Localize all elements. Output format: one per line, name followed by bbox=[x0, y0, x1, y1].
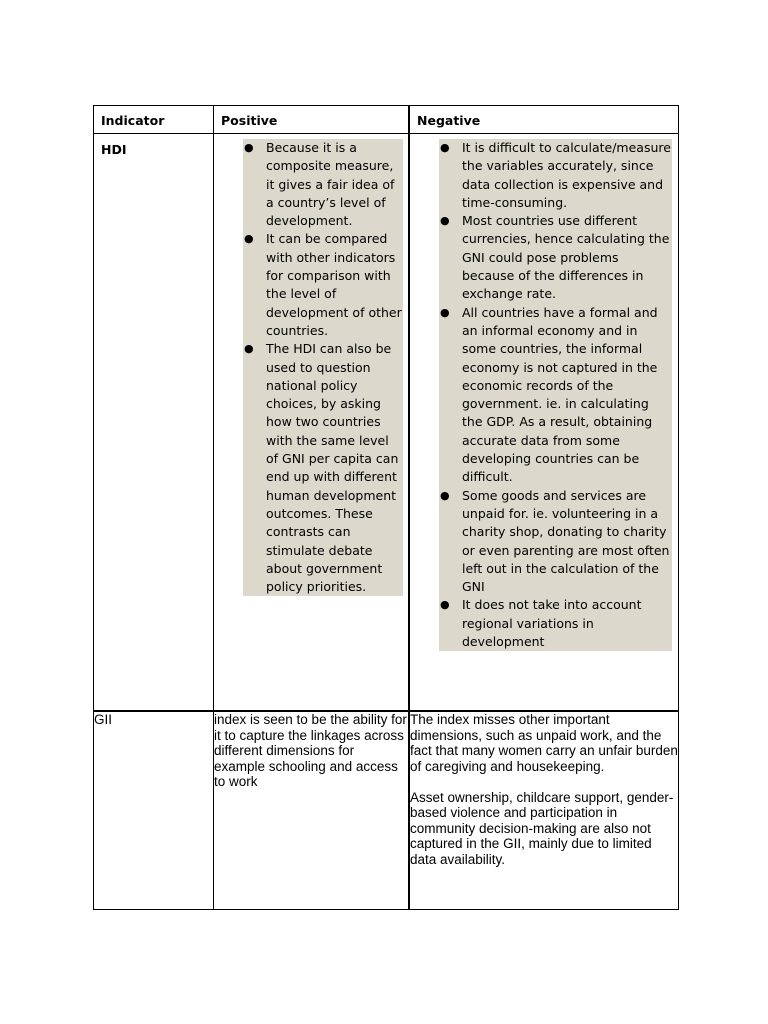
hdi-positive-list bbox=[243, 139, 403, 596]
list-item: ● It is difficult to calculate/measure the variables accurately, since data collection is expensive and time-consuming. bbox=[440, 140, 671, 210]
table-header-row bbox=[94, 106, 679, 134]
list-item: ● It can be compared with other indicators for comparison with the level of development of other countries. bbox=[244, 231, 402, 338]
list-item: ● The HDI can also be used to question national policy choices, by asking how two countries with the same level of GNI per capita can end up with different human development outcomes. These contrasts can stimulate debate about government policy priorities. bbox=[244, 341, 399, 595]
bullet-icon: ● bbox=[440, 214, 450, 228]
table-row-hdi bbox=[94, 134, 679, 712]
bullet-icon: ● bbox=[244, 141, 254, 154]
header-positive: Positive bbox=[214, 106, 410, 134]
hdi-positive-cell bbox=[214, 134, 410, 712]
list-item: ● Some goods and services are unpaid for. ie. volunteering in a charity shop, donating to charity or even parenting are most often left out in the calculation of the GNI bbox=[440, 487, 670, 595]
list-item: ● All countries have a formal and an informal economy and in some countries, the informal economy is not captured in the economic records of the government. ie. in calculating the GDP. As a result, obtaining accurate data from some developing countries can be difficult. bbox=[440, 304, 658, 485]
indicator-table bbox=[93, 105, 679, 910]
gii-indicator-cell: GII bbox=[94, 711, 214, 910]
hdi-label: HDI bbox=[101, 142, 127, 157]
hdi-negative-list bbox=[439, 139, 672, 651]
gii-negative-paragraph: The index misses other important dimensions, such as unpaid work, and the fact that many women carry an unfair burden of caregiving and housekeeping. bbox=[410, 712, 678, 774]
header-negative: Negative bbox=[409, 106, 679, 134]
hdi-positive-highlight bbox=[243, 139, 403, 596]
bullet-icon: ● bbox=[244, 342, 254, 356]
gii-positive-cell: index is seen to be the ability for it to capture the linkages across different dimensions for example schooling and access to work bbox=[214, 711, 410, 910]
bullet-icon: ● bbox=[244, 232, 254, 246]
bullet-icon: ● bbox=[440, 141, 450, 154]
gii-negative-cell bbox=[409, 711, 679, 910]
bullet-icon: ● bbox=[440, 488, 450, 502]
hdi-indicator-cell bbox=[94, 134, 214, 712]
list-item: ● Because it is a composite measure, it gives a fair idea of a country’s level of development. bbox=[244, 140, 395, 229]
table-row-gii bbox=[94, 711, 679, 910]
gii-negative-paragraph: Asset ownership, childcare support, gender-based violence and participation in community decision-making are also not captured in the GII, mainly due to limited data availability. bbox=[410, 789, 674, 867]
list-item: ● Most countries use different currencies, hence calculating the GNI could pose problems because of the differences in exchange rate. bbox=[440, 213, 670, 302]
hdi-negative-cell bbox=[409, 134, 679, 712]
bullet-icon: ● bbox=[440, 598, 450, 612]
bullet-icon: ● bbox=[440, 305, 450, 319]
hdi-negative-highlight bbox=[439, 139, 672, 651]
list-item: ● It does not take into account regional variations in development bbox=[440, 597, 642, 650]
header-indicator: Indicator bbox=[94, 106, 214, 134]
